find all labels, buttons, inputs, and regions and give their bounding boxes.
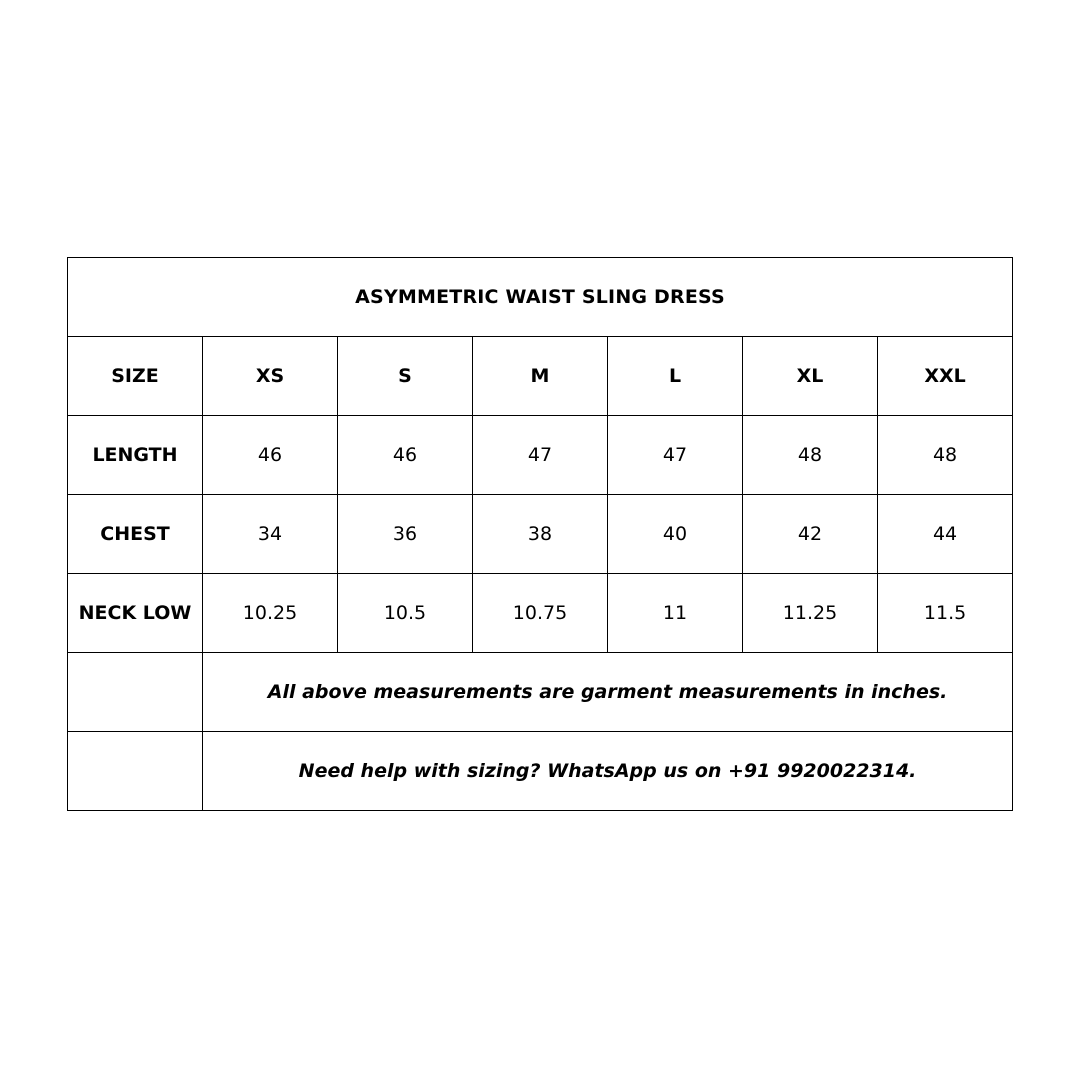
table-row-neck-low [68,574,1013,653]
table-row-chest [68,495,1013,574]
neck-low-m-value: 10.75 [473,574,608,653]
chest-l-value: 40 [608,495,743,574]
neck-low-xxl-value: 11.5 [878,574,1013,653]
table-row-length [68,416,1013,495]
length-xs-value: 46 [203,416,338,495]
neck-low-xl-value: 11.25 [743,574,878,653]
chest-s-value: 36 [338,495,473,574]
size-header-s: S [338,337,473,416]
header-row [68,337,1013,416]
length-xl-value: 48 [743,416,878,495]
sizing-help-note: Need help with sizing? WhatsApp us on +91 9920022314. [203,732,1013,811]
size-header-xs: XS [203,337,338,416]
title-row [68,258,1013,337]
length-xxl-value: 48 [878,416,1013,495]
size-header-label: SIZE [68,337,203,416]
length-s-value: 46 [338,416,473,495]
size-header-xxl: XXL [878,337,1013,416]
size-header-xl: XL [743,337,878,416]
neck-low-xs-value: 10.25 [203,574,338,653]
size-header-l: L [608,337,743,416]
measurement-note: All above measurements are garment measurements in inches. [203,653,1013,732]
row-label-length: LENGTH [68,416,203,495]
note-row-measurements [68,653,1013,732]
neck-low-s-value: 10.5 [338,574,473,653]
size-chart-table [67,257,1013,811]
help-row-empty-cell [68,732,203,811]
chest-m-value: 38 [473,495,608,574]
size-header-m: M [473,337,608,416]
length-m-value: 47 [473,416,608,495]
length-l-value: 47 [608,416,743,495]
row-label-chest: CHEST [68,495,203,574]
chest-xl-value: 42 [743,495,878,574]
chest-xxl-value: 44 [878,495,1013,574]
table-title: ASYMMETRIC WAIST SLING DRESS [68,258,1013,337]
note-row-empty-cell [68,653,203,732]
neck-low-l-value: 11 [608,574,743,653]
chest-xs-value: 34 [203,495,338,574]
row-label-neck-low: NECK LOW [68,574,203,653]
note-row-help [68,732,1013,811]
